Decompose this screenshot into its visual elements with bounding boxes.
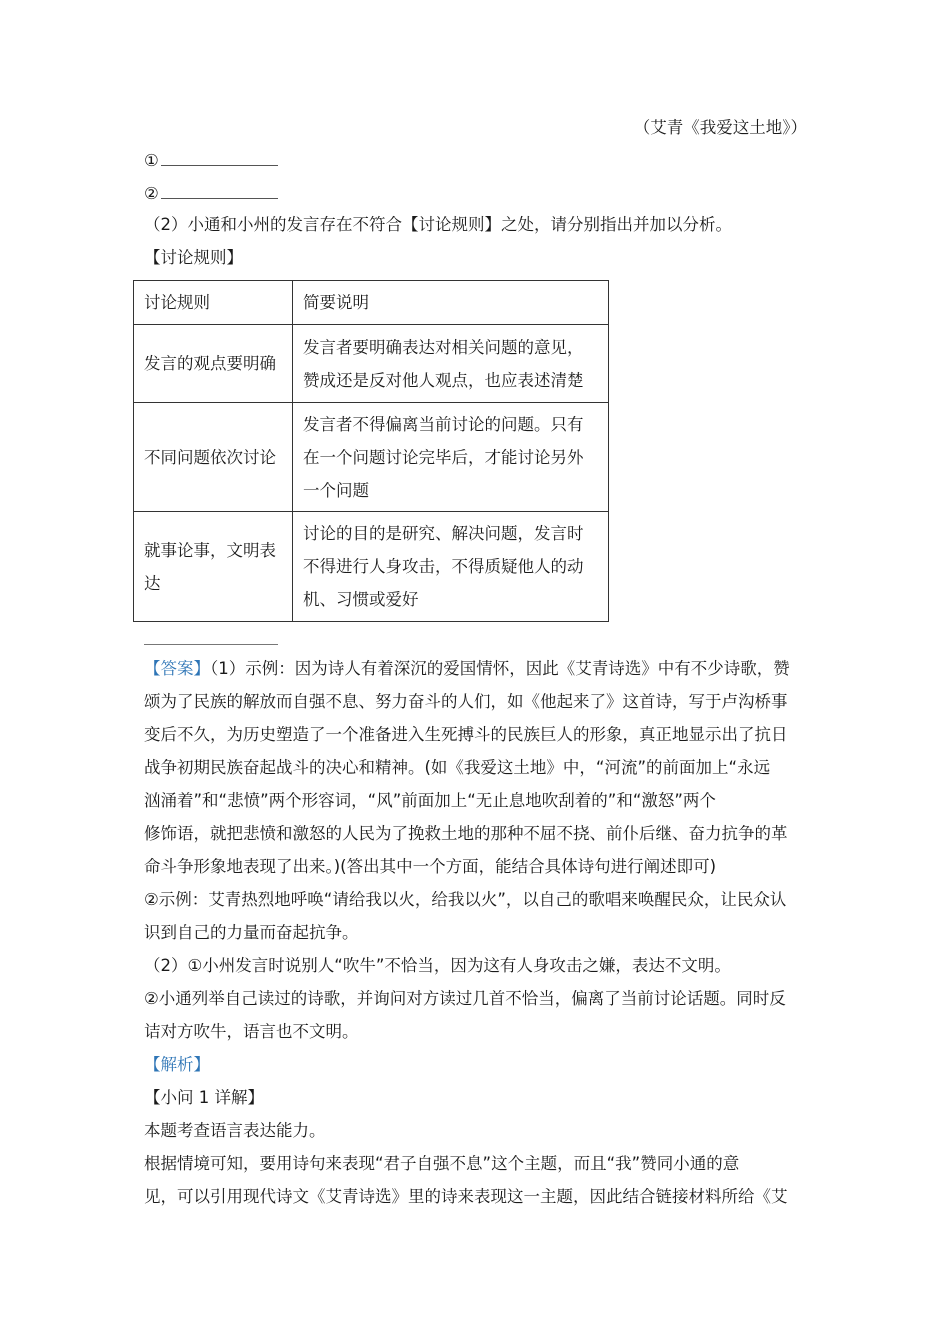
blank-label-2: ② bbox=[144, 184, 159, 203]
answer-line: 变后不久，为历史塑造了一个准备进入生死搏斗的民族巨人的形象，真正地显示出了抗日 bbox=[144, 725, 788, 744]
question-2: （2）小通和小州的发言存在不符合【讨论规则】之处，请分别指出并加以分析。 bbox=[144, 215, 732, 234]
blank-line-2[interactable] bbox=[161, 184, 278, 199]
answer-blank-1 bbox=[144, 150, 808, 172]
desc-cell bbox=[293, 325, 609, 403]
discussion-rules-table bbox=[133, 280, 609, 622]
answer-line bbox=[144, 658, 808, 680]
desc-line: 讨论的目的是研究、解决问题，发言时 bbox=[303, 524, 584, 543]
rule-cell: 不同问题依次讨论 bbox=[134, 403, 293, 512]
rules-title: 【讨论规则】 bbox=[144, 248, 243, 267]
answer-line: 命斗争形象地表现了出来。)(答出其中一个方面，能结合具体诗句进行阐述即可) bbox=[144, 857, 717, 876]
blank-line-1[interactable] bbox=[161, 151, 278, 166]
desc-line: 不得进行人身攻击，不得质疑他人的动 bbox=[303, 557, 584, 576]
answer-line: ②示例：艾青热烈地呼唤“请给我以火，给我以火”，以自己的歌唱来唤醒民众，让民众认 bbox=[144, 890, 787, 909]
rule-line: 就事论事，文明表 bbox=[144, 540, 276, 560]
answer-line: 汹涌着”和“悲愤”两个形容词，“风”前面加上“无止息地吹刮着的”和“激怒”两个 bbox=[144, 791, 716, 810]
source-citation: （艾青《我爱这土地》） bbox=[633, 118, 807, 137]
table-row bbox=[134, 403, 609, 512]
answer-line: （2）①小州发言时说别人“吹牛”不恰当，因为这有人身攻击之嫌，表达不文明。 bbox=[144, 956, 731, 975]
analysis-tag: 【解析】 bbox=[144, 1055, 210, 1074]
answer-underline bbox=[144, 644, 278, 645]
analysis-line: 见，可以引用现代诗文《艾青诗选》里的诗来表现这一主题，因此结合链接材料所给《艾 bbox=[144, 1187, 788, 1206]
table-header-row bbox=[134, 281, 609, 325]
desc-line: 赞成还是反对他人观点，也应表述清楚 bbox=[303, 370, 584, 390]
answer-line: ②小通列举自己读过的诗歌，并询问对方读过几首不恰当，偏离了当前讨论话题。同时反 bbox=[144, 989, 786, 1008]
answer-line: 战争初期民族奋起战斗的决心和精神。(如《我爱这土地》中，“河流”的前面加上“永远 bbox=[144, 758, 771, 777]
table-header-cell: 简要说明 bbox=[293, 281, 609, 325]
rule-cell: 发言的观点要明确 bbox=[134, 325, 293, 403]
analysis-line: 【小问 1 详解】 bbox=[144, 1088, 264, 1107]
answer-text: （1）示例：因为诗人有着深沉的爱国情怀，因此《艾青诗选》中有不少诗歌，赞 bbox=[210, 659, 790, 678]
analysis-line: 本题考查语言表达能力。 bbox=[144, 1121, 326, 1140]
table-row bbox=[134, 512, 609, 622]
blank-label-1: ① bbox=[144, 151, 159, 170]
desc-line: 发言者不得偏离当前讨论的问题。只有 bbox=[303, 414, 584, 434]
table-row bbox=[134, 325, 609, 403]
desc-line: 发言者要明确表达对相关问题的意见， bbox=[303, 337, 584, 357]
answer-line: 颂为了民族的解放而自强不息、努力奋斗的人们，如《他起来了》这首诗，写于卢沟桥事 bbox=[144, 692, 788, 711]
answer-tag: 【答案】 bbox=[144, 659, 210, 678]
rule-line: 达 bbox=[144, 573, 161, 593]
desc-cell bbox=[293, 512, 609, 622]
table-header-cell: 讨论规则 bbox=[134, 281, 293, 325]
desc-line: 一个问题 bbox=[303, 480, 369, 500]
answer-blank-2 bbox=[144, 183, 808, 205]
desc-line: 在一个问题讨论完毕后，才能讨论另外 bbox=[303, 447, 584, 467]
desc-line: 机、习惯或爱好 bbox=[303, 590, 419, 609]
answer-line: 识到自己的力量而奋起抗争。 bbox=[144, 923, 359, 942]
answer-line: 修饰语，就把悲愤和激怒的人民为了挽救土地的那种不屈不挠、前仆后继、奋力抗争的革 bbox=[144, 824, 788, 843]
rule-cell bbox=[134, 512, 293, 622]
answer-line: 诘对方吹牛，语言也不文明。 bbox=[144, 1022, 359, 1041]
analysis-line: 根据情境可知，要用诗句来表现“君子自强不息”这个主题，而且“我”赞同小通的意 bbox=[144, 1154, 740, 1173]
desc-cell bbox=[293, 403, 609, 512]
